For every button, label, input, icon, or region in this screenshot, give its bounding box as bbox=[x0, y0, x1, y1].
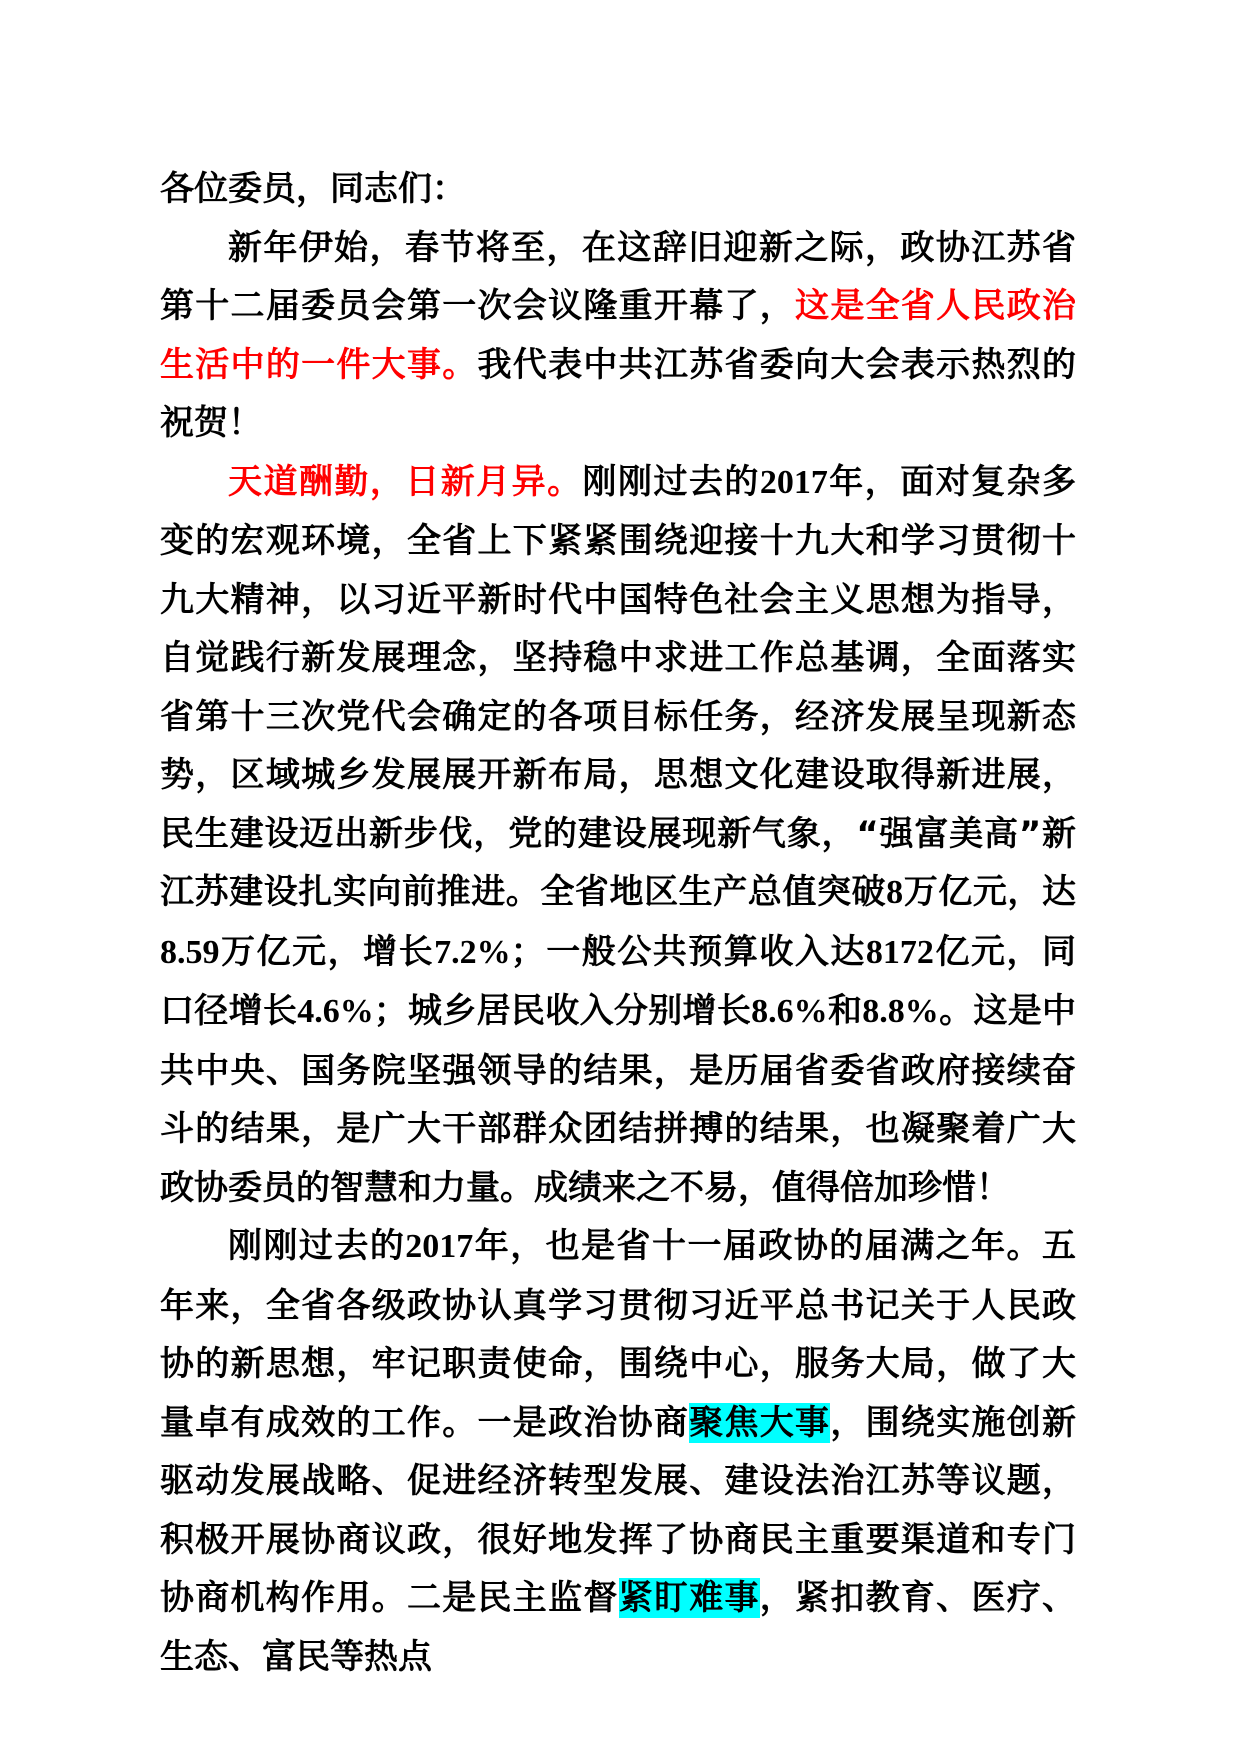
review-year-number: 2017 bbox=[405, 1228, 474, 1265]
achievements-text-4: 万亿元，增长 bbox=[219, 931, 435, 972]
budget-growth-number: 4.6% bbox=[297, 993, 374, 1030]
achievements-text-3: 万亿元，达 bbox=[903, 872, 1077, 912]
year-number: 2017 bbox=[759, 463, 828, 501]
red-emphasis-major-event: 这是全省人民政治生活中的一件大事。 bbox=[160, 286, 1077, 385]
achievements-text-9: 。这是中共中央、国务院坚强领导的结果，是历届省委省政府接续奋斗的结果，是广大干部群众团结拼搏的结果，也凝聚着广大政协委员的智慧和力量。成绩来之不易，值得倍加珍惜！ bbox=[160, 991, 1077, 1208]
achievements-text-6: 亿元，同口径增长 bbox=[160, 931, 1077, 1031]
review-text-4: ，紧扣教育、医疗、生态、富民等热点 bbox=[160, 1578, 1077, 1677]
achievements-text-7: ；城乡居民收入分别增长 bbox=[373, 991, 752, 1031]
greeting-line: 各位委员，同志们： bbox=[160, 169, 466, 209]
review-text-3: ，围绕实施创新驱动发展战略、促进经济转型发展、建设法治江苏等议题，积极开展协商议政，很好地发挥了协商民主重要渠道和专门协商机构作用。二是民主监督 bbox=[160, 1402, 1077, 1618]
paragraph-cppcc-review bbox=[160, 1217, 1076, 1686]
gdp-growth-number: 7.2% bbox=[434, 933, 511, 971]
paragraph-opening bbox=[160, 219, 1076, 453]
gdp-threshold-number: 8 bbox=[886, 874, 904, 911]
rural-income-growth-number: 8.8% bbox=[862, 993, 939, 1030]
review-text-1: 刚刚过去的 bbox=[228, 1226, 406, 1266]
achievements-text-5: ；一般公共预算收入达 bbox=[510, 931, 866, 972]
urban-income-growth-number: 8.6% bbox=[751, 993, 828, 1030]
highlight-focus-major-affairs: 聚焦大事 bbox=[689, 1402, 831, 1443]
opening-text: 新年伊始，春节将至，在这辞旧迎新之际，政协江苏省第十二届委员会第一次会议隆重开幕了， bbox=[160, 227, 1076, 326]
budget-revenue-number: 8172 bbox=[865, 933, 934, 971]
highlight-watch-difficult-affairs: 紧盯难事 bbox=[618, 1578, 760, 1618]
review-text-2: 年，也是省十一届政协的届满之年。五年来，全省各级政协认真学习贯彻习近平总书记关于人民政协的新思想，牢记职责使命，围绕中心，服务大局，做了大量卓有成效的工作。一是政治协商 bbox=[160, 1226, 1077, 1443]
achievements-text-8: 和 bbox=[827, 991, 863, 1031]
gdp-value-number: 8.59 bbox=[160, 933, 220, 971]
document-body bbox=[160, 160, 1076, 1686]
achievements-text-1: 刚刚过去的 bbox=[582, 461, 760, 502]
paragraph-achievements bbox=[160, 453, 1076, 1218]
congratulation-text: 我代表中共江苏省委向大会表示热烈的祝贺！ bbox=[160, 344, 1077, 443]
achievements-text-2: 年，面对复杂多变的宏观环境，全省上下紧紧围绕迎接十九大和学习贯彻十九大精神，以习近平新时代中国特色社会主义思想为指导，自觉践行新发展理念，坚持稳中求进工作总基调，全面落实省第十三次党代会确定的各项目标任务，经济发展呈现新态势，区域城乡发展展开新布局，思想文化建设取得新进展，民生建设迈出新步伐，党的建设展现新气象，“强富美高”新江苏建设扎实向前推进。全省地区生产总值突破 bbox=[160, 461, 1077, 912]
red-emphasis-heading: 天道酬勤，日新月异。 bbox=[228, 461, 583, 502]
